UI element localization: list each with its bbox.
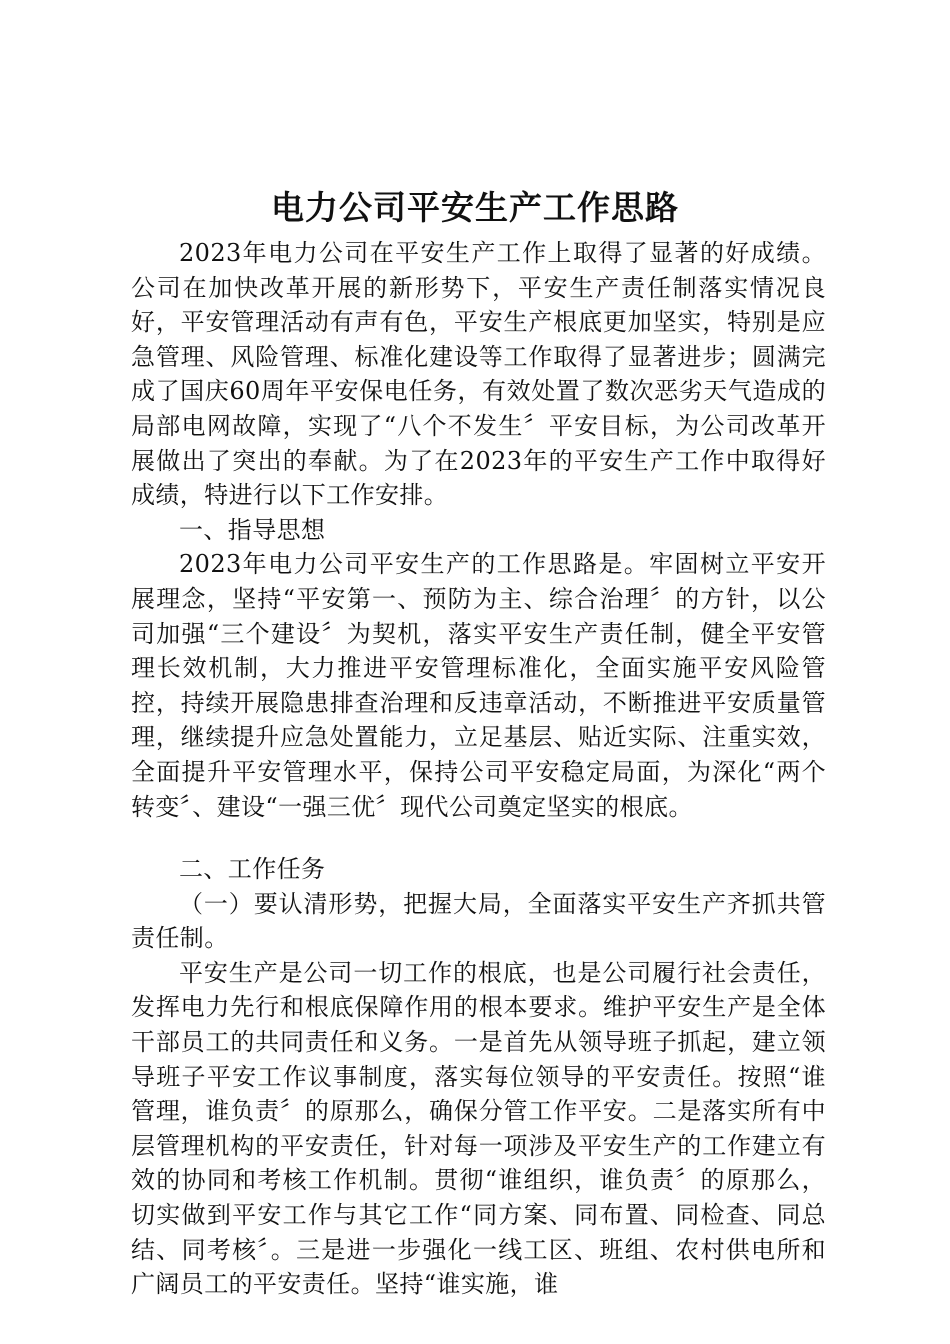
work-task-paragraph: 平安生产是公司一切工作的根底，也是公司履行社会责任，发挥电力先行和根底保障作用的根本要求。维护平安生产是全体干部员工的共同责任和义务。一是首先从领导班子抓起，建立领导班子平安工作议事制度，落实每位领导的平安责任。按照“谁管理，谁负责〞的原那么，确保分管工作平安。二是落实所有中层管理机构的平安责任，针对每一项涉及平安生产的工作建立有效的协同和考核工作机制。贯彻“谁组织，谁负责〞的原那么，切实做到平安工作与其它工作“同方案、同布置、同检查、同总结、同考核〞。三是进一步强化一线工区、班组、农村供电所和广阔员工的平安责任。坚持“谁实施，谁 <box>131 958 826 1299</box>
intro-paragraph: 2023年电力公司在平安生产工作上取得了显著的好成绩。公司在加快改革开展的新形势下，平安生产责任制落实情况良好，平安管理活动有声有色，平安生产根底更加坚实，特别是应急管理、风险管理、标准化建设等工作取得了显著进步；圆满完成了国庆60周年平安保电任务，有效处置了数次恶劣天气造成的局部电网故障，实现了“八个不发生〞平安目标，为公司改革开展做出了突出的奉献。为了在2023年的平安生产工作中取得好成绩，特进行以下工作安排。 <box>131 239 826 510</box>
subsection-heading-1: （一）要认清形势，把握大局，全面落实平安生产齐抓共管责任制。 <box>131 889 826 953</box>
document-body <box>131 236 826 1302</box>
section-heading-guiding-thought: 一、指导思想 <box>179 515 326 544</box>
paragraph-spacer <box>131 824 826 852</box>
guiding-thought-paragraph: 2023年电力公司平安生产的工作思路是。牢固树立平安开展理念，坚持“平安第一、预防为主、综合治理〞的方针，以公司加强“三个建设〞为契机，落实平安生产责任制，健全平安管理长效机制，大力推进平安管理标准化，全面实施平安风险管控，持续开展隐患排查治理和反违章活动，不断推进平安质量管理，继续提升应急处置能力，立足基层、贴近实际、注重实效，全面提升平安管理水平，保持公司平安稳定局面，为深化“两个转变〞、建设“一强三优〞现代公司奠定坚实的根底。 <box>131 550 826 821</box>
section-heading-work-tasks: 二、工作任务 <box>179 855 326 884</box>
document-title: 电力公司平安生产工作思路 <box>271 188 679 227</box>
